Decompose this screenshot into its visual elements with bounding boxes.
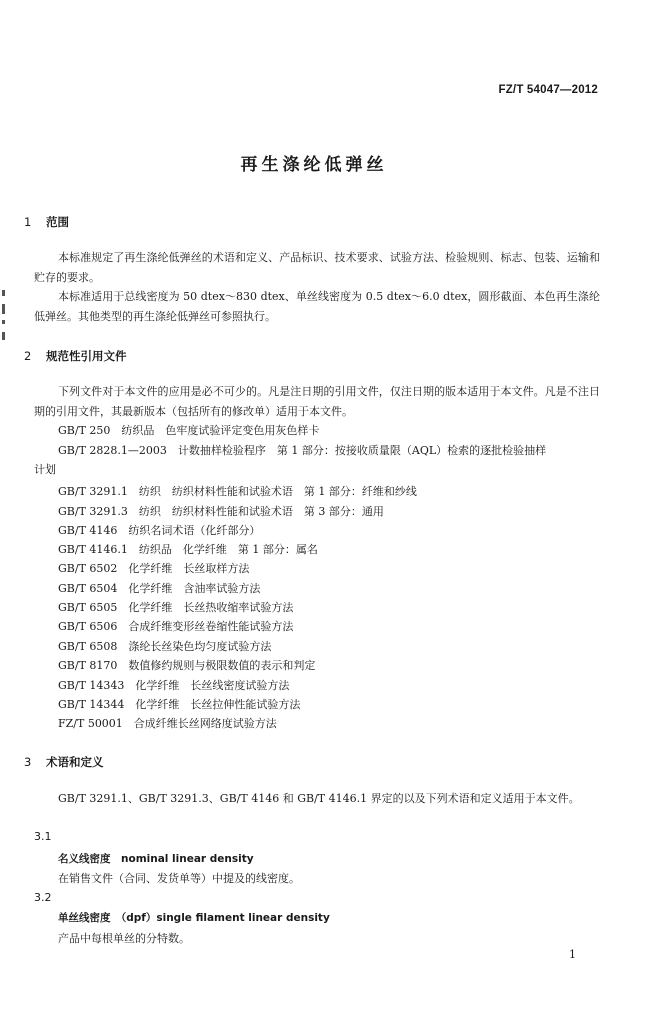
reference-item: GB/T 3291.3 纺织 纺织材料性能和试验术语 第 3 部分：通用 <box>58 505 384 518</box>
reference-item: GB/T 4146.1 纺织品 化学纤维 第 1 部分：属名 <box>58 543 318 556</box>
scope-paragraph-1: 本标准规定了再生涤纶低弹丝的术语和定义、产品标识、技术要求、试验方法、检验规则、标志、包装、运输和贮存的要求。 <box>34 251 600 284</box>
reference-item: GB/T 6502 化学纤维 长丝取样方法 <box>58 562 250 575</box>
reference-item: GB/T 2828.1—2003 计数抽样检验程序 第 1 部分：按接收质量限（AQL）检索的逐批检验抽样 <box>58 444 547 457</box>
section-number: 3 <box>24 755 32 769</box>
term-title: 名义线密度 nominal linear density <box>58 853 254 865</box>
reference-item-continuation: 计划 <box>34 463 56 476</box>
reference-item: GB/T 14344 化学纤维 长丝拉伸性能试验方法 <box>58 698 301 711</box>
term-number: 3.2 <box>34 891 52 904</box>
reference-item: GB/T 3291.1 纺织 纺织材料性能和试验术语 第 1 部分：纤维和纱线 <box>58 485 417 498</box>
terms-intro-paragraph: GB/T 3291.1、GB/T 3291.3、GB/T 4146 和 GB/T 4146.1 界定的以及下列术语和定义适用于本文件。 <box>58 792 580 805</box>
section-1-heading <box>24 214 69 230</box>
normative-references-intro: 下列文件对于本文件的应用是必不可少的。凡是注日期的引用文件，仅注日期的版本适用于本文件。凡是不注日期的引用文件，其最新版本（包括所有的修改单）适用于本文件。 <box>34 385 600 418</box>
section-3-heading <box>24 754 104 770</box>
page-number: 1 <box>569 948 576 961</box>
reference-item: GB/T 14343 化学纤维 长丝线密度试验方法 <box>58 679 290 692</box>
document-title: 再生涤纶低弹丝 <box>240 155 388 175</box>
term-number: 3.1 <box>34 830 52 843</box>
term-definition: 产品中每根单丝的分特数。 <box>58 932 190 945</box>
reference-item: GB/T 250 纺织品 色牢度试验评定变色用灰色样卡 <box>58 424 320 437</box>
term-definition: 在销售文件（合同、发货单等）中提及的线密度。 <box>58 872 300 885</box>
standard-code: FZ/T 54047—2012 <box>498 84 598 96</box>
reference-item: GB/T 6506 合成纤维变形丝卷缩性能试验方法 <box>58 620 294 633</box>
scan-binding-marks <box>0 290 10 360</box>
reference-item: GB/T 4146 纺织名词术语（化纤部分） <box>58 524 261 537</box>
reference-item: GB/T 6504 化学纤维 含油率试验方法 <box>58 582 261 595</box>
reference-item: GB/T 6505 化学纤维 长丝热收缩率试验方法 <box>58 601 294 614</box>
term-title: 单丝线密度 （dpf）single filament linear density <box>58 912 330 924</box>
section-title: 术语和定义 <box>46 755 104 769</box>
section-title: 范围 <box>46 215 69 229</box>
reference-item: GB/T 8170 数值修约规则与极限数值的表示和判定 <box>58 659 316 672</box>
section-number: 1 <box>24 215 32 229</box>
scope-paragraph-2: 本标准适用于总线密度为 50 dtex～830 dtex、单丝线密度为 0.5 dtex～6.0 dtex，圆形截面、本色再生涤纶低弹丝。其他类型的再生涤纶低弹丝可参照执行。 <box>34 290 600 323</box>
reference-item: GB/T 6508 涤纶长丝染色均匀度试验方法 <box>58 640 272 653</box>
section-2-heading <box>24 348 127 364</box>
section-title: 规范性引用文件 <box>46 349 127 363</box>
section-number: 2 <box>24 349 32 363</box>
reference-item: FZ/T 50001 合成纤维长丝网络度试验方法 <box>58 717 277 730</box>
